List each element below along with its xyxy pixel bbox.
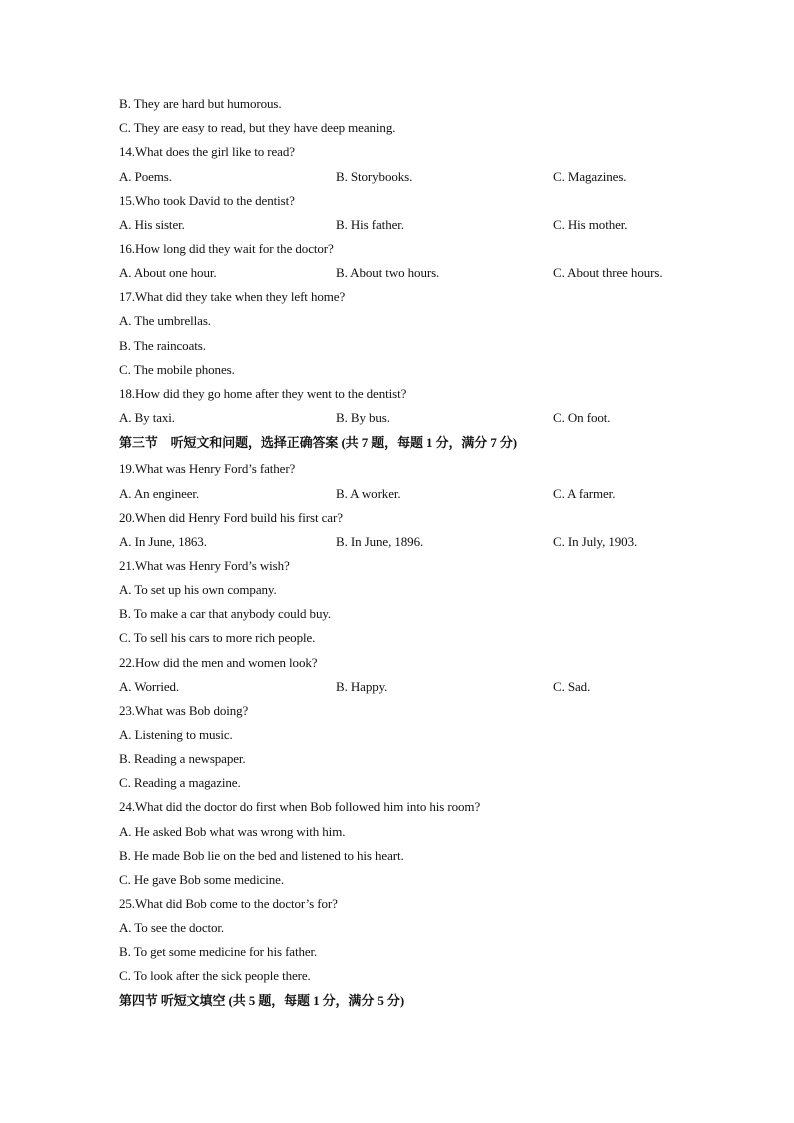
option-13c: C. They are easy to read, but they have deep meaning. bbox=[119, 120, 396, 135]
question-23: 23.What was Bob doing? bbox=[119, 703, 249, 718]
question-17: 17.What did they take when they left home? bbox=[119, 289, 346, 304]
option-19b: B. A worker. bbox=[336, 486, 401, 501]
question-25: 25.What did Bob come to the doctor’s for? bbox=[119, 896, 338, 911]
option-15b: B. His father. bbox=[336, 217, 404, 232]
option-14a: A. Poems. bbox=[119, 169, 172, 184]
option-15c: C. His mother. bbox=[553, 217, 628, 232]
question-16: 16.How long did they wait for the doctor? bbox=[119, 241, 334, 256]
option-15a: A. His sister. bbox=[119, 217, 185, 232]
option-20c: C. In July, 1903. bbox=[553, 534, 638, 549]
question-21: 21.What was Henry Ford’s wish? bbox=[119, 558, 290, 573]
option-21b: B. To make a car that anybody could buy. bbox=[119, 606, 332, 621]
option-23c: C. Reading a magazine. bbox=[119, 775, 241, 790]
option-18a: A. By taxi. bbox=[119, 410, 175, 425]
section-3-heading: 第三节 听短文和问题，选择正确答案 (共 7 题，每题 1 分，满分 7 分) bbox=[119, 435, 518, 450]
option-17b: B. The raincoats. bbox=[119, 338, 206, 353]
option-17c: C. The mobile phones. bbox=[119, 362, 235, 377]
option-25c: C. To look after the sick people there. bbox=[119, 968, 311, 983]
question-20: 20.When did Henry Ford build his first car? bbox=[119, 510, 343, 525]
option-24a: A. He asked Bob what was wrong with him. bbox=[119, 824, 346, 839]
option-14c: C. Magazines. bbox=[553, 169, 627, 184]
option-25b: B. To get some medicine for his father. bbox=[119, 944, 318, 959]
option-20b: B. In June, 1896. bbox=[336, 534, 424, 549]
option-16b: B. About two hours. bbox=[336, 265, 440, 280]
option-17a: A. The umbrellas. bbox=[119, 313, 211, 328]
option-14b: B. Storybooks. bbox=[336, 169, 413, 184]
option-18c: C. On foot. bbox=[553, 410, 611, 425]
question-14: 14.What does the girl like to read? bbox=[119, 144, 295, 159]
option-23b: B. Reading a newspaper. bbox=[119, 751, 246, 766]
option-19a: A. An engineer. bbox=[119, 486, 200, 501]
option-19c: C. A farmer. bbox=[553, 486, 616, 501]
option-22b: B. Happy. bbox=[336, 679, 388, 694]
option-21a: A. To set up his own company. bbox=[119, 582, 277, 597]
question-19: 19.What was Henry Ford’s father? bbox=[119, 461, 296, 476]
option-20a: A. In June, 1863. bbox=[119, 534, 207, 549]
option-18b: B. By bus. bbox=[336, 410, 390, 425]
option-24c: C. He gave Bob some medicine. bbox=[119, 872, 284, 887]
question-24: 24.What did the doctor do first when Bob followed him into his room? bbox=[119, 799, 481, 814]
option-16a: A. About one hour. bbox=[119, 265, 217, 280]
option-25a: A. To see the doctor. bbox=[119, 920, 225, 935]
option-22a: A. Worried. bbox=[119, 679, 180, 694]
option-24b: B. He made Bob lie on the bed and listened to his heart. bbox=[119, 848, 404, 863]
question-15: 15.Who took David to the dentist? bbox=[119, 193, 295, 208]
option-21c: C. To sell his cars to more rich people. bbox=[119, 630, 316, 645]
option-22c: C. Sad. bbox=[553, 679, 591, 694]
option-16c: C. About three hours. bbox=[553, 265, 663, 280]
option-23a: A. Listening to music. bbox=[119, 727, 233, 742]
option-13b: B. They are hard but humorous. bbox=[119, 96, 282, 111]
section-4-heading: 第四节 听短文填空 (共 5 题，每题 1 分，满分 5 分) bbox=[119, 993, 405, 1008]
question-22: 22.How did the men and women look? bbox=[119, 655, 318, 670]
question-18: 18.How did they go home after they went to the dentist? bbox=[119, 386, 407, 401]
